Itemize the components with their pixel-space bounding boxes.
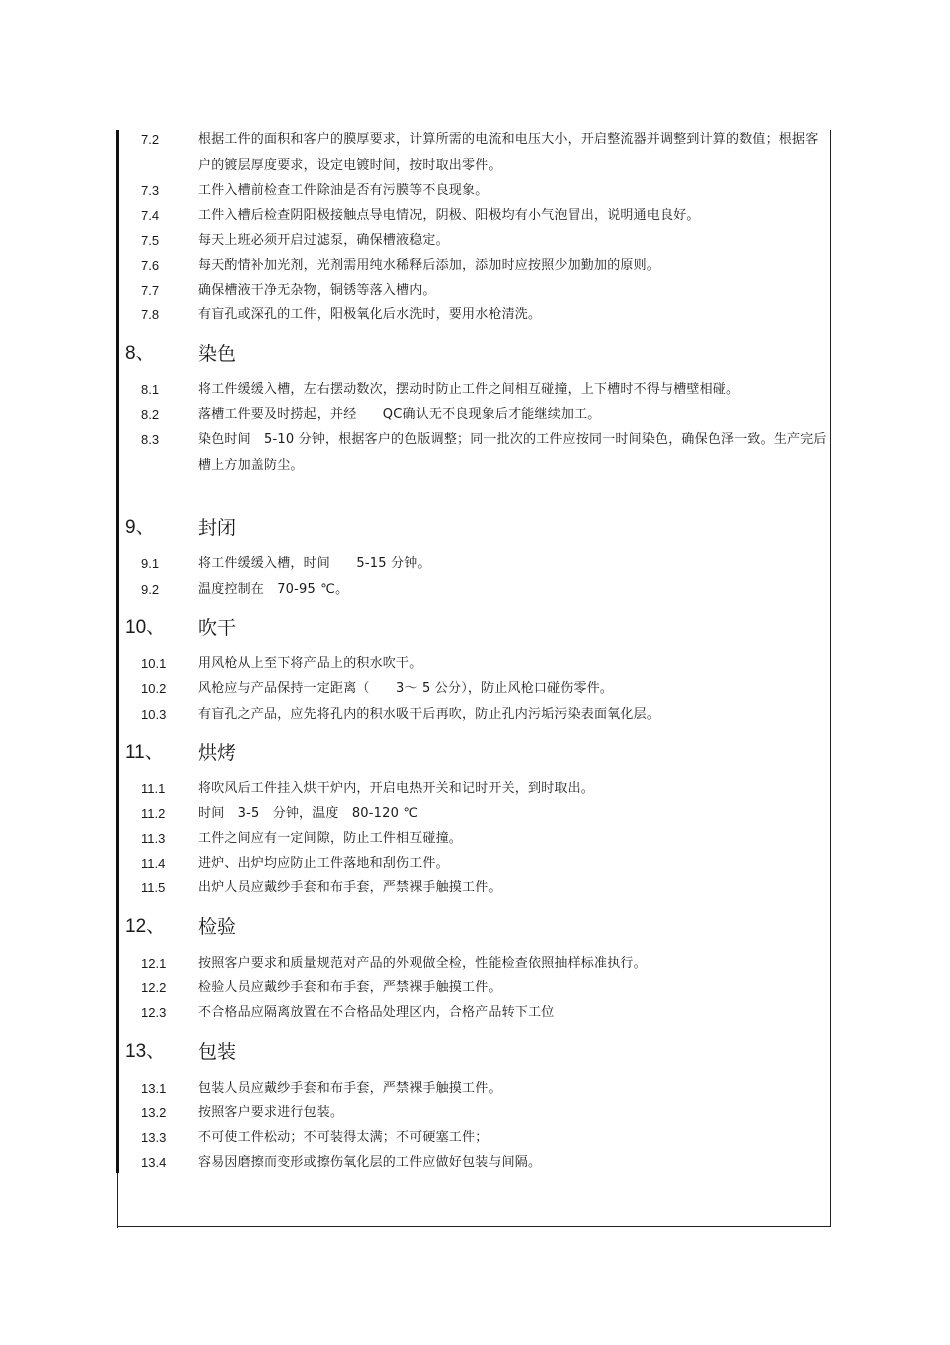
item-number: 12.1: [141, 956, 167, 971]
section-title: 吹干: [198, 617, 237, 639]
item-text: 根据工件的面积和客户的膜厚要求，计算所需的电流和电压大小，开启整流器并调整到计算的数值；根据客户的镀层厚度要求，设定电镀时间，按时取出零件。: [198, 132, 819, 173]
section-title: 检验: [198, 916, 237, 938]
item-number: 10.3: [141, 707, 167, 722]
item-text: 染色时间 5-10 分钟，根据客户的色版调整；同一批次的工件应按同一时间染色，确保色泽一致。生产完后槽上方加盖防尘。: [198, 432, 827, 473]
item-text: 每天酌情补加光剂，光剂需用纯水稀释后添加，添加时应按照少加勤加的原则。: [198, 258, 661, 273]
left-border: [116, 130, 119, 1173]
item-number: 12.3: [141, 1005, 167, 1020]
item-number: 12.2: [141, 980, 167, 995]
item-text: 用风枪从上至下将产品上的积水吹干。: [198, 656, 423, 671]
item-text: 时间 3-5 分钟，温度 80-120 ℃: [198, 806, 419, 821]
section-title: 染色: [198, 343, 237, 365]
item-number: 11.5: [141, 880, 166, 895]
item-number: 7.8: [141, 307, 160, 322]
item-number: 7.4: [141, 208, 160, 223]
item-text: 有盲孔之产品，应先将孔内的积水吸干后再吹，防止孔内污垢污染表面氧化层。: [198, 707, 661, 722]
section-number: 13、: [125, 1041, 166, 1062]
item-text: 温度控制在 70-95 ℃。: [198, 582, 349, 597]
item-text: 进炉、出炉均应防止工件落地和刮伤工件。: [198, 856, 449, 871]
section-title: 烘烤: [198, 742, 237, 764]
item-number: 7.2: [141, 132, 160, 147]
item-text: 落槽工件要及时捞起，并经 QC确认无不良现象后才能继续加工。: [198, 407, 601, 422]
item-number: 10.1: [141, 656, 167, 671]
item-text: 检验人员应戴纱手套和布手套，严禁裸手触摸工件。: [198, 980, 502, 995]
section-number: 11、: [125, 742, 164, 763]
item-number: 9.2: [141, 582, 160, 597]
item-text: 不可使工件松动；不可装得太满；不可硬塞工件；: [198, 1130, 489, 1145]
section-title: 包装: [198, 1041, 237, 1063]
item-number: 13.3: [141, 1130, 167, 1145]
item-number: 7.5: [141, 233, 160, 248]
item-number: 8.3: [141, 432, 160, 447]
item-number: 10.2: [141, 681, 167, 696]
item-number: 7.6: [141, 258, 160, 273]
item-number: 9.1: [141, 556, 160, 571]
item-text: 包装人员应戴纱手套和布手套，严禁裸手触摸工件。: [198, 1081, 502, 1096]
item-text: 工件入槽后检查阴阳极接触点导电情况，阴极、阳极均有小气泡冒出，说明通电良好。: [198, 208, 700, 223]
item-text: 风枪应与产品保持一定距离（ 3～ 5 公分），防止风枪口碰伤零件。: [198, 681, 614, 696]
item-text: 确保槽液干净无杂物，铜锈等落入槽内。: [198, 283, 436, 298]
item-number: 11.3: [141, 831, 166, 846]
item-number: 7.3: [141, 183, 160, 198]
section-number: 10、: [125, 617, 166, 638]
item-text: 工件之间应有一定间隙，防止工件相互碰撞。: [198, 831, 463, 846]
section-number: 8、: [125, 343, 155, 364]
item-number: 8.2: [141, 407, 160, 422]
section-number: 9、: [125, 517, 155, 538]
item-number: 11.4: [141, 856, 166, 871]
item-text: 不合格品应隔离放置在不合格品处理区内，合格产品转下工位: [198, 1005, 555, 1020]
item-number: 13.1: [141, 1081, 167, 1096]
item-text: 出炉人员应戴纱手套和布手套，严禁裸手触摸工件。: [198, 880, 502, 895]
item-text: 每天上班必须开启过滤泵，确保槽液稳定。: [198, 233, 449, 248]
item-text: 按照客户要求进行包装。: [198, 1105, 344, 1120]
item-text: 有盲孔或深孔的工件，阳极氧化后水洗时，要用水枪清洗。: [198, 307, 542, 322]
item-number: 7.7: [141, 283, 160, 298]
item-text: 将吹风后工件挂入烘干炉内，开启电热开关和记时开关，到时取出。: [198, 781, 595, 796]
item-number: 11.1: [141, 781, 166, 796]
item-number: 13.2: [141, 1105, 167, 1120]
item-text: 将工件缓缓入槽，左右摆动数次，摆动时防止工件之间相互碰撞，上下槽时不得与槽壁相碰。: [198, 382, 740, 397]
item-number: 13.4: [141, 1155, 167, 1170]
section-title: 封闭: [198, 517, 237, 539]
item-number: 11.2: [141, 806, 166, 821]
item-text: 按照客户要求和质量规范对产品的外观做全检，性能检查依照抽样标准执行。: [198, 956, 647, 971]
item-text: 将工件缓缓入槽，时间 5-15 分钟。: [198, 556, 431, 571]
item-text: 工件入槽前检查工件除油是否有污膜等不良现象。: [198, 183, 489, 198]
item-number: 8.1: [141, 382, 160, 397]
left-border-lower: [117, 1173, 118, 1228]
section-number: 12、: [125, 916, 166, 937]
item-text: 容易因磨擦而变形或擦伤氧化层的工件应做好包装与间隔。: [198, 1155, 542, 1170]
